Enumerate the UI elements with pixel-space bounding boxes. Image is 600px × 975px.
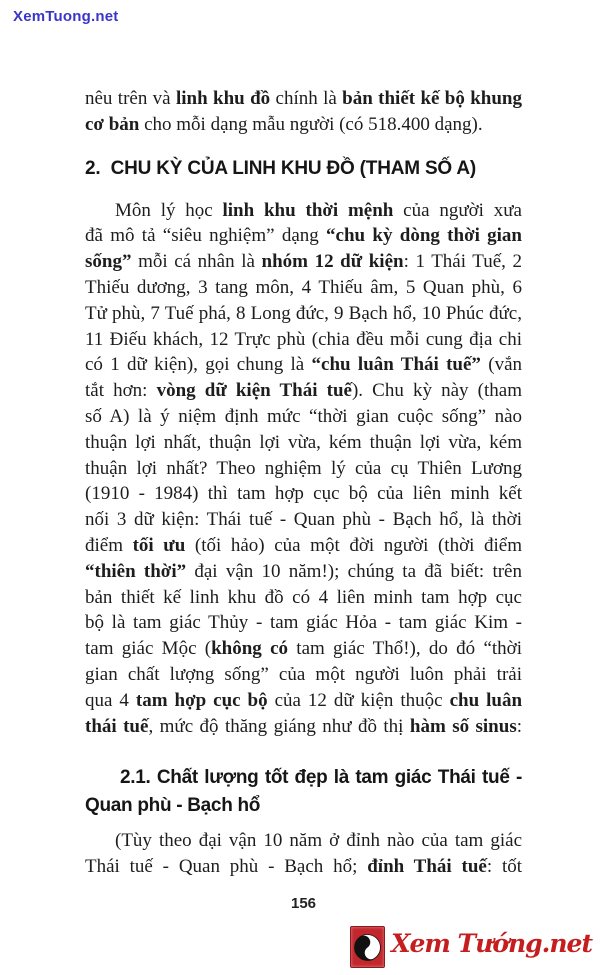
text-line: Môn lý học linh khu thời mệnh của người xưa — [115, 199, 522, 221]
xemtuong-brand-link[interactable] — [350, 926, 592, 968]
text-line: thái tuế, mức độ thăng giáng như đồ thị hàm số sinus: — [85, 715, 522, 737]
text-line: 11 Điếu khách, 12 Trực phù (chia đều mỗi cung địa chi — [85, 328, 522, 350]
text-line: điểm tối ưu (tối hảo) của một đời người (thời điểm — [85, 534, 522, 556]
text-line: thuận lợi nhất, thuận lợi vừa, kém thuận lợi vừa, kém — [85, 431, 522, 453]
section-2-1-paragraph — [85, 828, 522, 880]
text-line: Tử phù, 7 Tuế phá, 8 Long đức, 9 Bạch hổ, 10 Phúc đức, — [85, 302, 522, 324]
text-line: Thái tuế - Quan phù - Bạch hổ; đỉnh Thái tuế: tốt — [85, 856, 522, 878]
intro-paragraph — [85, 86, 522, 138]
brand-logo-square — [350, 926, 385, 968]
text-line: (Tùy theo đại vận 10 năm ở đỉnh nào của tam giác — [115, 830, 522, 852]
page-number: 156 — [290, 895, 317, 912]
text-line: bộ là tam giác Thủy - tam giác Hỏa - tam giác Kim - — [85, 612, 522, 634]
text-line: Quan phù - Bạch hổ — [85, 795, 261, 817]
text-line: thuận lợi nhất? Theo nghiệm lý của cụ Thiên Lương — [85, 457, 522, 479]
text-line: tắt hơn: vòng dữ kiện Thái tuế). Chu kỳ này (tham — [85, 380, 522, 402]
brand-logo-text: Xem Tướng.net — [391, 929, 592, 958]
text-line: 2.1. Chất lượng tốt đẹp là tam giác Thái tuế - — [120, 767, 522, 789]
text-line: Thiếu dương, 3 tang môn, 4 Thiếu âm, 5 Quan phù, 6 — [85, 276, 522, 298]
text-line: (1910 - 1984) thì tam hợp cục bộ của liên minh kết — [85, 483, 522, 505]
section-2-paragraph — [85, 198, 522, 740]
text-line: nối 3 dữ kiện: Thái tuế - Quan phù - Bạch hổ, là thời — [85, 509, 522, 531]
text-line: cơ bản cho mỗi dạng mẫu người (có 518.400 dạng). — [85, 113, 483, 135]
text-line: đã mô tả “siêu nghiệm” dạng “chu kỳ dòng thời gian — [85, 225, 522, 247]
text-line: gian chất lượng sống” của một người luôn phải trải — [85, 663, 522, 685]
section-2-1-heading — [85, 764, 522, 820]
yin-yang-icon — [349, 928, 387, 966]
text-line: số A) là ý niệm định mức “thời gian cuộc sống” nào — [85, 405, 522, 427]
text-line: nêu trên và linh khu đồ chính là bản thiết kế bộ khung — [85, 88, 523, 109]
text-line: sống” mỗi cá nhân là nhóm 12 dữ kiện: 1 Thái Tuế, 2 — [85, 251, 522, 273]
text-line: bản thiết kế linh khu đồ có 4 liên minh tam hợp cục — [85, 586, 522, 608]
site-watermark-link[interactable]: XemTuong.net — [13, 8, 119, 25]
text-line: “thiên thời” đại vận 10 năm!); chúng ta đã biết: trên — [85, 560, 522, 582]
text-line: có 1 dữ kiện), gọi chung là “chu luân Thái tuế” (vắn — [85, 354, 522, 376]
text-line: qua 4 tam hợp cục bộ của 12 dữ kiện thuộc chu luân — [85, 689, 523, 711]
text-line: tam giác Mộc (không có tam giác Thổ!), do đó “thời — [85, 638, 522, 660]
section-2-heading: 2. CHU KỲ CỦA LINH KHU ĐỒ (THAM SỐ A) — [85, 157, 477, 179]
page-body — [85, 86, 522, 880]
